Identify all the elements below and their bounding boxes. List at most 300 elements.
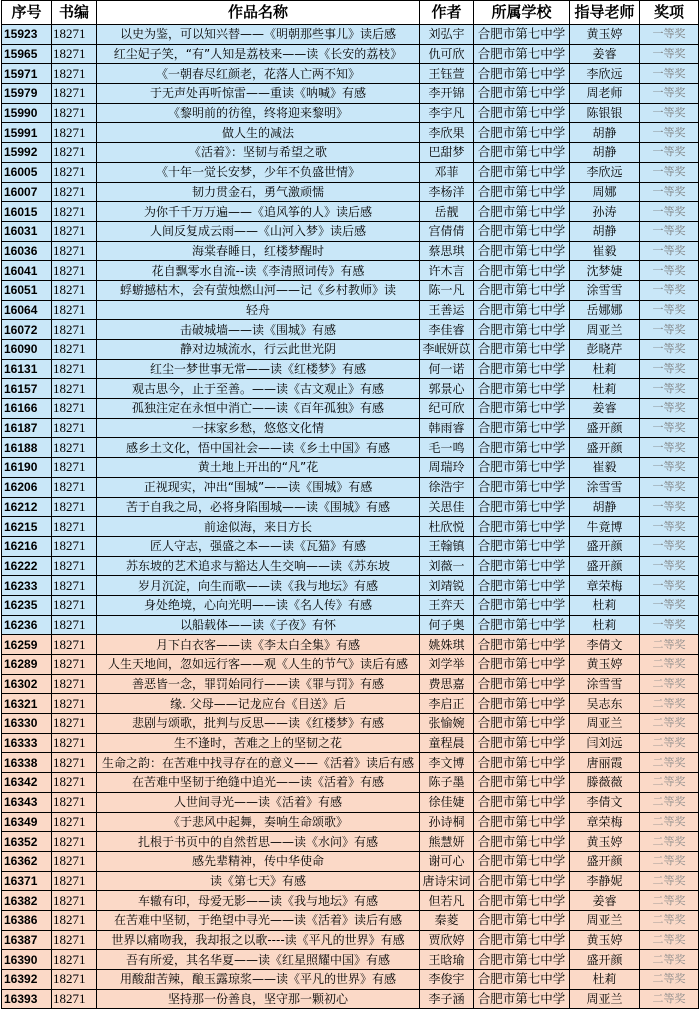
cell-author: 李杨洋 <box>420 182 474 202</box>
cell-award: 二等奖 <box>640 694 699 714</box>
cell-school: 合肥市第七中学 <box>474 635 570 655</box>
cell-author: 邓菲 <box>420 162 474 182</box>
cell-title: 用酸甜苦辣，酿玉露琼浆——读《平凡的世界》有感 <box>97 970 420 990</box>
cell-teacher: 唐丽霞 <box>570 753 640 773</box>
cell-id: 16236 <box>2 615 52 635</box>
table-row <box>2 674 699 694</box>
cell-school: 合肥市第七中学 <box>474 753 570 773</box>
cell-award: 一等奖 <box>640 103 699 123</box>
table-row <box>2 359 699 379</box>
cell-id: 16302 <box>2 674 52 694</box>
cell-teacher: 杜莉 <box>570 970 640 990</box>
cell-id: 16349 <box>2 812 52 832</box>
cell-award: 二等奖 <box>640 871 699 891</box>
table-header <box>2 1 699 25</box>
cell-code: 18271 <box>52 280 97 300</box>
cell-id: 16036 <box>2 241 52 261</box>
cell-school: 合肥市第七中学 <box>474 517 570 537</box>
cell-author: 贾欣婷 <box>420 930 474 950</box>
cell-author: 关思佳 <box>420 497 474 517</box>
cell-school: 合肥市第七中学 <box>474 418 570 438</box>
table-row <box>2 379 699 399</box>
cell-teacher: 岳娜娜 <box>570 300 640 320</box>
cell-code: 18271 <box>52 733 97 753</box>
cell-code: 18271 <box>52 399 97 419</box>
cell-code: 18271 <box>52 655 97 675</box>
cell-title: 《十年一觉长安梦，少年不负盛世情》 <box>97 162 420 182</box>
cell-teacher: 盛开颜 <box>570 556 640 576</box>
cell-award: 二等奖 <box>640 851 699 871</box>
cell-author: 纪可欣 <box>420 399 474 419</box>
cell-teacher: 黄玉婷 <box>570 832 640 852</box>
table-row <box>2 517 699 537</box>
cell-title: 以史为鉴，可以知兴替——《明朝那些事儿》读后感 <box>97 25 420 45</box>
cell-author: 宫倩倩 <box>420 221 474 241</box>
cell-title: 以船载体——读《子夜》有怀 <box>97 615 420 635</box>
cell-award: 一等奖 <box>640 399 699 419</box>
cell-code: 18271 <box>52 576 97 596</box>
cell-id: 16206 <box>2 477 52 497</box>
table-row <box>2 64 699 84</box>
cell-school: 合肥市第七中学 <box>474 123 570 143</box>
cell-id: 16064 <box>2 300 52 320</box>
cell-author: 刘学举 <box>420 655 474 675</box>
cell-teacher: 胡静 <box>570 497 640 517</box>
cell-title: 在苦难中坚韧，于绝望中寻光——读《活着》读后有感 <box>97 910 420 930</box>
cell-title: 观古思今，止于至善。——读《古文观止》有感 <box>97 379 420 399</box>
table-row <box>2 182 699 202</box>
cell-title: 感乡土文化，悟中国社会——读《乡土中国》有感 <box>97 438 420 458</box>
cell-award: 二等奖 <box>640 970 699 990</box>
cell-award: 二等奖 <box>640 635 699 655</box>
table-row <box>2 497 699 517</box>
cell-author: 李启正 <box>420 694 474 714</box>
cell-teacher: 李欣远 <box>570 64 640 84</box>
table-row <box>2 261 699 281</box>
cell-id: 16386 <box>2 910 52 930</box>
cell-code: 18271 <box>52 25 97 45</box>
cell-code: 18271 <box>52 359 97 379</box>
cell-id: 16222 <box>2 556 52 576</box>
cell-teacher: 李倩文 <box>570 792 640 812</box>
cell-code: 18271 <box>52 379 97 399</box>
cell-id: 16166 <box>2 399 52 419</box>
cell-teacher: 盛开颜 <box>570 950 640 970</box>
cell-author: 郭景心 <box>420 379 474 399</box>
cell-code: 18271 <box>52 970 97 990</box>
cell-title: 韧力贯金石，勇气激顽懦 <box>97 182 420 202</box>
cell-code: 18271 <box>52 536 97 556</box>
cell-author: 李岷妍苡 <box>420 340 474 360</box>
cell-author: 李欣果 <box>420 123 474 143</box>
cell-school: 合肥市第七中学 <box>474 930 570 950</box>
table-row <box>2 300 699 320</box>
cell-school: 合肥市第七中学 <box>474 300 570 320</box>
cell-teacher: 周亚兰 <box>570 910 640 930</box>
cell-title: 善恶皆一念，罪罚始同行——读《罪与罚》有感 <box>97 674 420 694</box>
table-row <box>2 595 699 615</box>
cell-id: 16343 <box>2 792 52 812</box>
header-id: 序号 <box>2 1 52 25</box>
cell-author: 李佳睿 <box>420 320 474 340</box>
cell-school: 合肥市第七中学 <box>474 64 570 84</box>
cell-teacher: 崔毅 <box>570 241 640 261</box>
cell-teacher: 盛开颜 <box>570 536 640 556</box>
cell-id: 16371 <box>2 871 52 891</box>
cell-teacher: 胡静 <box>570 123 640 143</box>
cell-code: 18271 <box>52 871 97 891</box>
cell-author: 岳靓 <box>420 202 474 222</box>
table-row <box>2 477 699 497</box>
cell-title: 坚持那一份善良，坚守那一颗初心 <box>97 989 420 1009</box>
table-row <box>2 655 699 675</box>
cell-award: 二等奖 <box>640 733 699 753</box>
cell-title: 在苦难中坚韧于绝缝中追光——读《活着》有感 <box>97 773 420 793</box>
cell-title: 《黎明前的彷徨，终将迎来黎明》 <box>97 103 420 123</box>
cell-teacher: 盛开颜 <box>570 418 640 438</box>
cell-author: 杜欣悦 <box>420 517 474 537</box>
cell-title: 击破城墙——读《围城》有感 <box>97 320 420 340</box>
cell-author: 韩雨睿 <box>420 418 474 438</box>
cell-school: 合肥市第七中学 <box>474 399 570 419</box>
cell-id: 16216 <box>2 536 52 556</box>
cell-author: 唐诗宋词 <box>420 871 474 891</box>
cell-teacher: 吴志东 <box>570 694 640 714</box>
table-row <box>2 871 699 891</box>
cell-author: 王善运 <box>420 300 474 320</box>
table-row <box>2 910 699 930</box>
cell-author: 何一诺 <box>420 359 474 379</box>
cell-teacher: 陈银银 <box>570 103 640 123</box>
header-award: 奖项 <box>640 1 699 25</box>
cell-teacher: 姜睿 <box>570 399 640 419</box>
cell-school: 合肥市第七中学 <box>474 458 570 478</box>
cell-id: 16289 <box>2 655 52 675</box>
cell-teacher: 李倩文 <box>570 635 640 655</box>
cell-school: 合肥市第七中学 <box>474 615 570 635</box>
cell-author: 李开锦 <box>420 84 474 104</box>
cell-code: 18271 <box>52 595 97 615</box>
cell-school: 合肥市第七中学 <box>474 438 570 458</box>
cell-school: 合肥市第七中学 <box>474 989 570 1009</box>
cell-title: 红尘妃子笑，“有”人知是荔枝来——读《长安的荔枝》 <box>97 44 420 64</box>
cell-award: 二等奖 <box>640 753 699 773</box>
cell-title: 人间反复成云雨——《山河入梦》读后感 <box>97 221 420 241</box>
table-row <box>2 399 699 419</box>
cell-teacher: 黄玉婷 <box>570 930 640 950</box>
cell-teacher: 牛竟博 <box>570 517 640 537</box>
cell-id: 16031 <box>2 221 52 241</box>
cell-award: 一等奖 <box>640 340 699 360</box>
cell-author: 费思嘉 <box>420 674 474 694</box>
cell-title: 读《第七天》有感 <box>97 871 420 891</box>
cell-school: 合肥市第七中学 <box>474 832 570 852</box>
cell-id: 16390 <box>2 950 52 970</box>
cell-id: 16187 <box>2 418 52 438</box>
cell-school: 合肥市第七中学 <box>474 280 570 300</box>
cell-award: 一等奖 <box>640 84 699 104</box>
cell-award: 二等奖 <box>640 655 699 675</box>
cell-award: 一等奖 <box>640 202 699 222</box>
cell-id: 16362 <box>2 851 52 871</box>
cell-teacher: 杜莉 <box>570 379 640 399</box>
cell-teacher: 黄玉婷 <box>570 25 640 45</box>
cell-code: 18271 <box>52 989 97 1009</box>
cell-teacher: 胡静 <box>570 143 640 163</box>
table-row <box>2 536 699 556</box>
cell-title: 《于悲风中起舞，奏响生命颂歌》 <box>97 812 420 832</box>
cell-id: 16342 <box>2 773 52 793</box>
cell-title: 缘. 父母——记龙应台《目送》后 <box>97 694 420 714</box>
cell-award: 一等奖 <box>640 123 699 143</box>
cell-teacher: 涂雪雪 <box>570 280 640 300</box>
cell-code: 18271 <box>52 812 97 832</box>
cell-title: 海棠春睡日，红楼梦醒时 <box>97 241 420 261</box>
cell-award: 一等奖 <box>640 320 699 340</box>
cell-teacher: 杜莉 <box>570 595 640 615</box>
cell-title: 岁月沉淀，向生而歌——读《我与地坛》有感 <box>97 576 420 596</box>
cell-author: 但若凡 <box>420 891 474 911</box>
table-row <box>2 792 699 812</box>
cell-school: 合肥市第七中学 <box>474 340 570 360</box>
cell-award: 一等奖 <box>640 595 699 615</box>
cell-id: 16157 <box>2 379 52 399</box>
table-row <box>2 103 699 123</box>
cell-author: 李子涵 <box>420 989 474 1009</box>
cell-id: 16233 <box>2 576 52 596</box>
cell-author: 仇可欣 <box>420 44 474 64</box>
cell-award: 一等奖 <box>640 25 699 45</box>
cell-award: 一等奖 <box>640 517 699 537</box>
cell-school: 合肥市第七中学 <box>474 261 570 281</box>
cell-teacher: 姜睿 <box>570 44 640 64</box>
cell-author: 徐浩宇 <box>420 477 474 497</box>
cell-award: 一等奖 <box>640 438 699 458</box>
cell-award: 二等奖 <box>640 714 699 734</box>
table-row <box>2 714 699 734</box>
cell-id: 16212 <box>2 497 52 517</box>
cell-title: 黄土地上开出的“凡”花 <box>97 458 420 478</box>
cell-school: 合肥市第七中学 <box>474 103 570 123</box>
cell-code: 18271 <box>52 44 97 64</box>
cell-teacher: 章荣梅 <box>570 576 640 596</box>
table-row <box>2 202 699 222</box>
header-school: 所属学校 <box>474 1 570 25</box>
cell-school: 合肥市第七中学 <box>474 910 570 930</box>
cell-title: 为你千千万万遍——《追风筝的人》读后感 <box>97 202 420 222</box>
cell-school: 合肥市第七中学 <box>474 871 570 891</box>
cell-id: 16338 <box>2 753 52 773</box>
cell-id: 15923 <box>2 25 52 45</box>
cell-author: 周瑞玲 <box>420 458 474 478</box>
cell-school: 合肥市第七中学 <box>474 44 570 64</box>
table-row <box>2 733 699 753</box>
cell-id: 16007 <box>2 182 52 202</box>
table-row <box>2 458 699 478</box>
cell-teacher: 杜莉 <box>570 615 640 635</box>
cell-author: 李俊宇 <box>420 970 474 990</box>
cell-school: 合肥市第七中学 <box>474 655 570 675</box>
cell-author: 巴甜梦 <box>420 143 474 163</box>
cell-title: 生不逢时，苦难之上的坚韧之花 <box>97 733 420 753</box>
table-row <box>2 241 699 261</box>
cell-code: 18271 <box>52 615 97 635</box>
cell-code: 18271 <box>52 477 97 497</box>
cell-award: 一等奖 <box>640 615 699 635</box>
cell-code: 18271 <box>52 497 97 517</box>
cell-teacher: 胡静 <box>570 221 640 241</box>
cell-school: 合肥市第七中学 <box>474 477 570 497</box>
cell-author: 姚姝琪 <box>420 635 474 655</box>
cell-teacher: 姜睿 <box>570 891 640 911</box>
cell-award: 一等奖 <box>640 143 699 163</box>
cell-title: 感先辈精神，传中华使命 <box>97 851 420 871</box>
cell-title: 《一朝春尽红颜老，花落人亡两不知》 <box>97 64 420 84</box>
cell-author: 李宇凡 <box>420 103 474 123</box>
cell-teacher: 章荣梅 <box>570 812 640 832</box>
cell-code: 18271 <box>52 517 97 537</box>
table-row <box>2 576 699 596</box>
cell-id: 16393 <box>2 989 52 1009</box>
cell-title: 扎根于书页中的自然哲思——读《水问》有感 <box>97 832 420 852</box>
cell-author: 秦菱 <box>420 910 474 930</box>
cell-title: 《活着》：坚韧与希望之歌 <box>97 143 420 163</box>
cell-code: 18271 <box>52 182 97 202</box>
cell-school: 合肥市第七中学 <box>474 595 570 615</box>
cell-author: 陈一凡 <box>420 280 474 300</box>
cell-author: 蔡思琪 <box>420 241 474 261</box>
cell-award: 一等奖 <box>640 497 699 517</box>
cell-title: 人生天地间，忽如远行客——观《人生的节气》读后有感 <box>97 655 420 675</box>
cell-author: 孙诗桐 <box>420 812 474 832</box>
cell-school: 合肥市第七中学 <box>474 84 570 104</box>
table-row <box>2 123 699 143</box>
cell-award: 一等奖 <box>640 241 699 261</box>
cell-award: 一等奖 <box>640 418 699 438</box>
cell-school: 合肥市第七中学 <box>474 812 570 832</box>
cell-title: 花自飘零水自流--读《李清照词传》有感 <box>97 261 420 281</box>
cell-id: 16015 <box>2 202 52 222</box>
cell-title: 月下白衣客——读《李太白全集》有感 <box>97 635 420 655</box>
cell-code: 18271 <box>52 64 97 84</box>
cell-code: 18271 <box>52 792 97 812</box>
cell-id: 16090 <box>2 340 52 360</box>
cell-id: 16131 <box>2 359 52 379</box>
cell-school: 合肥市第七中学 <box>474 773 570 793</box>
cell-author: 许木言 <box>420 261 474 281</box>
cell-code: 18271 <box>52 714 97 734</box>
cell-code: 18271 <box>52 773 97 793</box>
cell-school: 合肥市第七中学 <box>474 556 570 576</box>
table-row <box>2 615 699 635</box>
cell-id: 16188 <box>2 438 52 458</box>
cell-teacher: 盛开颜 <box>570 438 640 458</box>
cell-code: 18271 <box>52 418 97 438</box>
cell-author: 张愉婉 <box>420 714 474 734</box>
cell-award: 二等奖 <box>640 773 699 793</box>
cell-award: 一等奖 <box>640 379 699 399</box>
cell-title: 人世间寻光——读《活着》有感 <box>97 792 420 812</box>
cell-award: 二等奖 <box>640 950 699 970</box>
cell-award: 二等奖 <box>640 792 699 812</box>
cell-school: 合肥市第七中学 <box>474 536 570 556</box>
cell-author: 陈子墨 <box>420 773 474 793</box>
table-row <box>2 989 699 1009</box>
table-row <box>2 930 699 950</box>
cell-school: 合肥市第七中学 <box>474 162 570 182</box>
cell-author: 童程晨 <box>420 733 474 753</box>
cell-code: 18271 <box>52 320 97 340</box>
cell-author: 何子奥 <box>420 615 474 635</box>
cell-award: 一等奖 <box>640 261 699 281</box>
cell-teacher: 彭晓芹 <box>570 340 640 360</box>
cell-title: 前途似海，来日方长 <box>97 517 420 537</box>
cell-award: 一等奖 <box>640 64 699 84</box>
table-row <box>2 851 699 871</box>
cell-award: 一等奖 <box>640 536 699 556</box>
table-row <box>2 418 699 438</box>
cell-code: 18271 <box>52 910 97 930</box>
cell-teacher: 李欣远 <box>570 162 640 182</box>
cell-award: 一等奖 <box>640 576 699 596</box>
table-row <box>2 970 699 990</box>
cell-school: 合肥市第七中学 <box>474 379 570 399</box>
table-row <box>2 221 699 241</box>
cell-title: 吾有所爱，其名华夏——读《红星照耀中国》有感 <box>97 950 420 970</box>
cell-award: 一等奖 <box>640 556 699 576</box>
cell-school: 合肥市第七中学 <box>474 694 570 714</box>
cell-award: 一等奖 <box>640 300 699 320</box>
cell-author: 王晗瑜 <box>420 950 474 970</box>
cell-id: 15990 <box>2 103 52 123</box>
cell-title: 正视现实，冲出“围城”——读《围城》有感 <box>97 477 420 497</box>
cell-school: 合肥市第七中学 <box>474 25 570 45</box>
table-row <box>2 773 699 793</box>
cell-teacher: 崔毅 <box>570 458 640 478</box>
cell-school: 合肥市第七中学 <box>474 950 570 970</box>
cell-title: 一抹家乡愁，悠悠文化情 <box>97 418 420 438</box>
cell-award: 一等奖 <box>640 458 699 478</box>
cell-id: 15991 <box>2 123 52 143</box>
cell-id: 16072 <box>2 320 52 340</box>
cell-id: 16190 <box>2 458 52 478</box>
cell-teacher: 滕薇薇 <box>570 773 640 793</box>
cell-author: 刘靖锐 <box>420 576 474 596</box>
cell-title: 做人生的减法 <box>97 123 420 143</box>
cell-award: 二等奖 <box>640 910 699 930</box>
cell-id: 15992 <box>2 143 52 163</box>
cell-award: 一等奖 <box>640 221 699 241</box>
cell-code: 18271 <box>52 694 97 714</box>
cell-teacher: 黄玉婷 <box>570 655 640 675</box>
cell-teacher: 盛开颜 <box>570 851 640 871</box>
cell-award: 一等奖 <box>640 162 699 182</box>
cell-school: 合肥市第七中学 <box>474 241 570 261</box>
cell-id: 16005 <box>2 162 52 182</box>
cell-school: 合肥市第七中学 <box>474 674 570 694</box>
cell-code: 18271 <box>52 458 97 478</box>
cell-code: 18271 <box>52 851 97 871</box>
cell-code: 18271 <box>52 202 97 222</box>
cell-id: 16333 <box>2 733 52 753</box>
cell-id: 16352 <box>2 832 52 852</box>
cell-award: 一等奖 <box>640 359 699 379</box>
cell-award: 二等奖 <box>640 930 699 950</box>
table-row <box>2 143 699 163</box>
header-author: 作者 <box>420 1 474 25</box>
cell-title: 轻舟 <box>97 300 420 320</box>
cell-title: 苏东坡的艺术追求与豁达人生交响——读《苏东坡 <box>97 556 420 576</box>
